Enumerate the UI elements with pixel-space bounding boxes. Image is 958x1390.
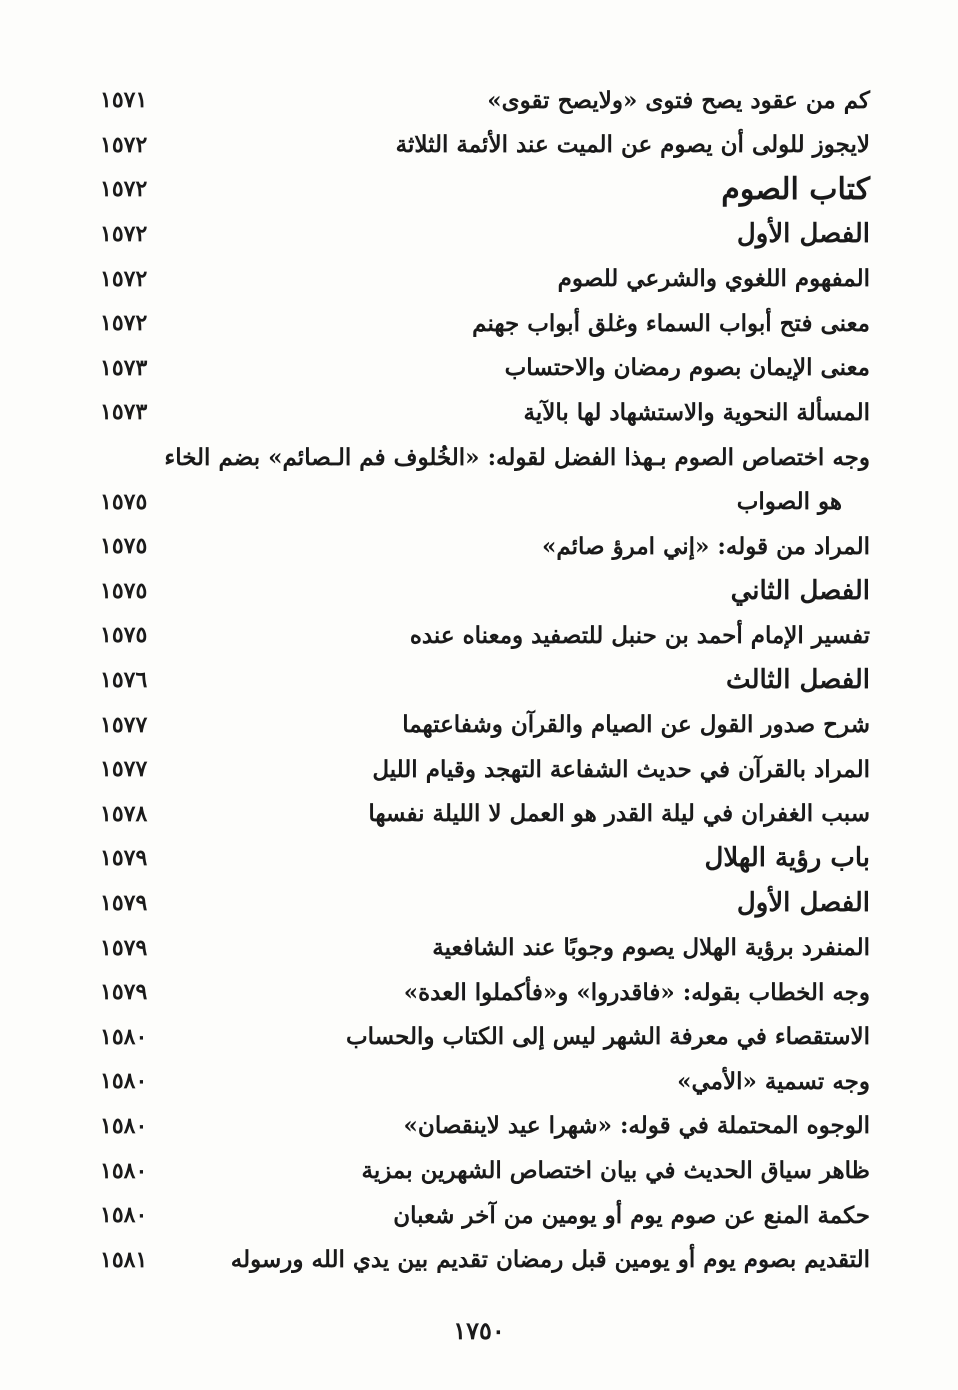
toc-entry: [100, 1014, 870, 1059]
toc-entry-page: ١٥٧٥: [100, 488, 148, 515]
toc-entry: [100, 1148, 870, 1193]
toc-entry-page: ١٥٧٩: [100, 979, 148, 1006]
toc-entry: [100, 925, 870, 970]
toc-entry-title: تفسير الإمام أحمد بن حنبل للتصفيد ومعناه عنده: [409, 621, 870, 649]
toc-entry: [100, 479, 870, 524]
toc-entry-page: ١٥٧٢: [100, 310, 148, 337]
toc-entry-page: ١٥٧٥: [100, 577, 148, 604]
toc-entry: [100, 658, 870, 703]
toc-entry: [100, 702, 870, 747]
toc-entry: [100, 1104, 870, 1149]
toc-entry-title: وجه الخطاب بقوله: «فاقدروا» و«فأكملوا العدة»: [403, 978, 870, 1006]
toc-entry-page: ١٥٧٦: [100, 667, 148, 694]
toc-entry-page: ١٥٧٢: [100, 131, 148, 158]
toc-entry-page: ١٥٧٢: [100, 176, 148, 203]
toc-entry-title: حكمة المنع عن صوم يوم أو يومين من آخر شعبان: [393, 1201, 870, 1229]
toc-entry-page: ١٥٧٢: [100, 221, 148, 248]
toc-entry-title: هو الصواب: [736, 488, 842, 516]
toc-entry-page: ١٥٧٣: [100, 354, 148, 381]
page-number: ١٧٥٠: [453, 1316, 505, 1345]
toc-entry: [100, 747, 870, 792]
toc-entry-page: ١٥٧٥: [100, 622, 148, 649]
toc-entry: [100, 123, 870, 168]
toc-entry-page: ١٥٧٨: [100, 800, 148, 827]
toc-entry-page: ١٥٧١: [100, 87, 148, 114]
toc-entry-title: المنفرد برؤية الهلال يصوم وجوبًا عند الشافعية: [432, 934, 870, 962]
toc-entry-page: ١٥٧٩: [100, 934, 148, 961]
toc-entry: [100, 569, 870, 614]
toc-entry: [100, 435, 870, 480]
toc-entry: [100, 390, 870, 435]
toc-entry-title: كم من عقود يصح فتوى «ولايصح تقوى»: [487, 86, 870, 114]
toc-entry-title: سبب الغفران في ليلة القدر هو العمل لا الليلة نفسها: [368, 800, 870, 828]
toc-entry-page: ١٥٨٠: [100, 1112, 148, 1139]
toc-entry-title: الاستقصاء في معرفة الشهر ليس إلى الكتاب والحساب: [345, 1023, 870, 1051]
toc-entry: [100, 524, 870, 569]
toc-entry: [100, 836, 870, 881]
toc-entry-page: ١٥٧٩: [100, 889, 148, 916]
table-of-contents: [100, 78, 870, 1282]
toc-entry-title: الفصل الأول: [736, 887, 870, 918]
toc-entry: [100, 1059, 870, 1104]
toc-entry-title: المفهوم اللغوي والشرعي للصوم: [557, 265, 870, 293]
toc-entry-title: الوجوه المحتملة في قوله: «شهرا عيد لاينقصان»: [403, 1112, 870, 1140]
toc-entry-page: ١٥٨١: [100, 1246, 148, 1273]
toc-entry-page: ١٥٧٩: [100, 845, 148, 872]
toc-entry: [100, 346, 870, 391]
toc-entry: [100, 613, 870, 658]
toc-entry: [100, 1237, 870, 1282]
toc-entry-page: ١٥٨٠: [100, 1202, 148, 1229]
toc-entry: [100, 256, 870, 301]
toc-entry-title: الفصل الأول: [736, 219, 870, 250]
toc-entry: [100, 881, 870, 926]
toc-entry-page: ١٥٨٠: [100, 1157, 148, 1184]
toc-entry-page: ١٥٧٣: [100, 399, 148, 426]
toc-entry-title: شرح صدور القول عن الصيام والقرآن وشفاعتهما: [402, 711, 870, 739]
toc-entry-page: ١٥٧٧: [100, 756, 148, 783]
toc-entry-title: لايجوز للولى أن يصوم عن الميت عند الأئمة الثلاثة: [395, 131, 870, 159]
toc-entry: [100, 301, 870, 346]
toc-entry-title: الفصل الثالث: [726, 665, 870, 696]
toc-entry-title: المسألة النحوية والاستشهاد لها بالآية: [523, 398, 870, 426]
toc-entry-title: باب رؤية الهلال: [704, 843, 870, 874]
toc-entry: [100, 78, 870, 123]
toc-entry-title: المراد بالقرآن في حديث الشفاعة التهجد وقيام الليل: [372, 755, 870, 783]
toc-entry-page: ١٥٧٢: [100, 265, 148, 292]
toc-entry: [100, 792, 870, 837]
toc-entry-title: معنى الإيمان بصوم رمضان والاحتساب: [504, 354, 870, 382]
toc-entry-title: معنى فتح أبواب السماء وغلق أبواب جهنم: [472, 309, 870, 337]
toc-entry: [100, 1193, 870, 1238]
toc-entry-title: التقديم بصوم يوم أو يومين قبل رمضان تقديم بين يدي الله ورسوله: [230, 1246, 870, 1274]
toc-entry-page: ١٥٧٧: [100, 711, 148, 738]
toc-entry-title: وجه تسمية «الأمي»: [677, 1067, 870, 1095]
toc-entry-page: ١٥٨٠: [100, 1023, 148, 1050]
toc-entry: [100, 212, 870, 257]
toc-entry-title: وجه اختصاص الصوم بـهذا الفضل لقوله: «الخُلوف فم الـصائم» بضم الخاء: [164, 443, 870, 471]
toc-entry-page: ١٥٨٠: [100, 1068, 148, 1095]
toc-entry-title: كتاب الصوم: [721, 171, 870, 207]
toc-entry-title: المراد من قوله: «إني امرؤ صائم»: [541, 532, 870, 560]
toc-entry-title: ظاهر سياق الحديث في بيان اختصاص الشهرين بمزية: [361, 1157, 870, 1185]
toc-entry: [100, 167, 870, 212]
toc-entry-title: الفصل الثاني: [730, 575, 870, 606]
toc-entry: [100, 970, 870, 1015]
toc-entry-page: ١٥٧٥: [100, 533, 148, 560]
